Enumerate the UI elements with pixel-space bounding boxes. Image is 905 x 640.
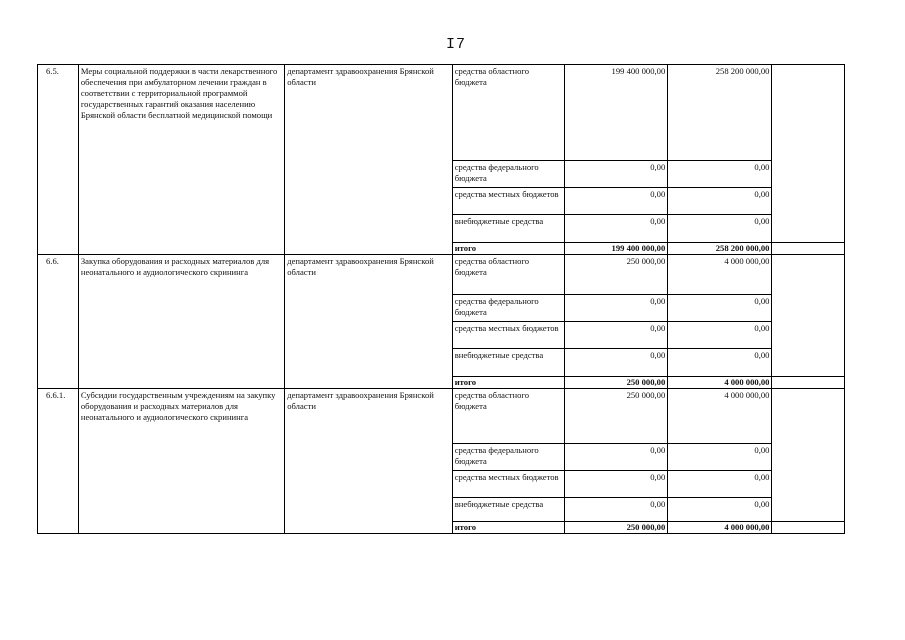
funding-source: внебюджетные средства: [452, 498, 564, 522]
item-name: Меры социальной поддержки в части лекарственного обеспечения при амбулаторном лечении граждан в соответствии с территориальной программой государственных гарантий оказания населению Брянской области бесплатной медицинской помощи: [78, 65, 284, 255]
total-label: итого: [452, 243, 564, 255]
amount-year-1: 250 000,00: [565, 255, 668, 295]
empty-cell: [772, 65, 845, 243]
funding-source: средства областного бюджета: [452, 255, 564, 295]
funding-source: внебюджетные средства: [452, 349, 564, 377]
item-number: 6.6.1.: [38, 389, 79, 534]
amount-year-2: 0,00: [668, 349, 772, 377]
table-row: [38, 389, 845, 444]
amount-year-1: 250 000,00: [565, 389, 668, 444]
amount-year-2: 0,00: [668, 498, 772, 522]
item-executor: департамент здравоохранения Брянской области: [285, 255, 453, 389]
amount-year-2: 0,00: [668, 322, 772, 349]
empty-cell: [772, 377, 845, 389]
amount-year-2: 0,00: [668, 471, 772, 498]
item-number: 6.5.: [38, 65, 79, 255]
empty-cell: [772, 243, 845, 255]
amount-year-1: 0,00: [565, 188, 668, 215]
funding-source: средства федерального бюджета: [452, 161, 564, 188]
item-number: 6.6.: [38, 255, 79, 389]
amount-year-1: 0,00: [565, 215, 668, 243]
funding-source: средства областного бюджета: [452, 65, 564, 161]
funding-source: средства областного бюджета: [452, 389, 564, 444]
total-year-1: 250 000,00: [565, 522, 668, 534]
item-executor: департамент здравоохранения Брянской области: [285, 65, 453, 255]
empty-cell: [772, 522, 845, 534]
amount-year-1: 199 400 000,00: [565, 65, 668, 161]
amount-year-1: 0,00: [565, 444, 668, 471]
total-year-1: 250 000,00: [565, 377, 668, 389]
amount-year-1: 0,00: [565, 295, 668, 322]
amount-year-2: 0,00: [668, 161, 772, 188]
funding-source: средства федерального бюджета: [452, 295, 564, 322]
funding-source: средства местных бюджетов: [452, 322, 564, 349]
total-year-1: 199 400 000,00: [565, 243, 668, 255]
amount-year-1: 0,00: [565, 322, 668, 349]
funding-source: средства местных бюджетов: [452, 471, 564, 498]
item-name: Субсидии государственным учреждениям на закупку оборудования и расходных материалов для неонатального и аудиологического скрининга: [78, 389, 284, 534]
page-number: I7: [446, 36, 467, 53]
amount-year-2: 0,00: [668, 188, 772, 215]
funding-source: средства федерального бюджета: [452, 444, 564, 471]
item-executor: департамент здравоохранения Брянской области: [285, 389, 453, 534]
funding-source: средства местных бюджетов: [452, 188, 564, 215]
amount-year-1: 0,00: [565, 471, 668, 498]
table-row: [38, 255, 845, 295]
amount-year-1: 0,00: [565, 161, 668, 188]
empty-cell: [772, 255, 845, 377]
total-year-2: 4 000 000,00: [668, 377, 772, 389]
amount-year-1: 0,00: [565, 498, 668, 522]
funding-source: внебюджетные средства: [452, 215, 564, 243]
amount-year-2: 4 000 000,00: [668, 255, 772, 295]
empty-cell: [772, 389, 845, 522]
amount-year-2: 0,00: [668, 295, 772, 322]
table-row: [38, 65, 845, 161]
total-label: итого: [452, 522, 564, 534]
total-label: итого: [452, 377, 564, 389]
budget-table: [37, 64, 845, 534]
total-year-2: 258 200 000,00: [668, 243, 772, 255]
amount-year-1: 0,00: [565, 349, 668, 377]
amount-year-2: 4 000 000,00: [668, 389, 772, 444]
amount-year-2: 258 200 000,00: [668, 65, 772, 161]
amount-year-2: 0,00: [668, 444, 772, 471]
total-year-2: 4 000 000,00: [668, 522, 772, 534]
item-name: Закупка оборудования и расходных материалов для неонатального и аудиологического скрининга: [78, 255, 284, 389]
amount-year-2: 0,00: [668, 215, 772, 243]
